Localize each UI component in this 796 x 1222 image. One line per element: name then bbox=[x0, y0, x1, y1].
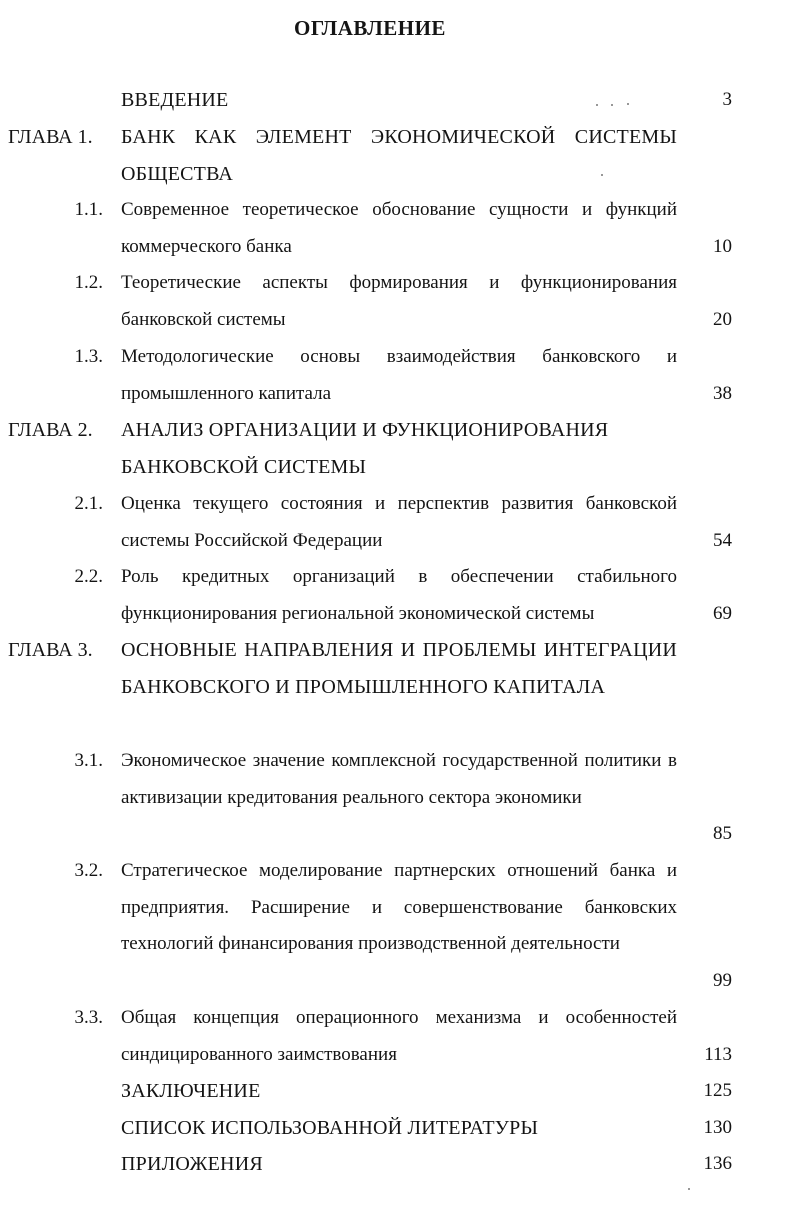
scan-speck bbox=[601, 174, 603, 176]
chapter-number: ГЛАВА 2. bbox=[8, 419, 93, 441]
scan-speck bbox=[688, 1188, 690, 1190]
chapter-title: ОСНОВНЫЕ НАПРАВЛЕНИЯ И ПРОБЛЕМЫ ИНТЕГРАЦИИ БАНКОВСКОГО И ПРОМЫШЛЕННОГО КАПИТАЛА bbox=[121, 639, 677, 698]
entry-page: 130 bbox=[703, 1117, 732, 1138]
section-page: 113 bbox=[704, 1043, 732, 1065]
section-number: 3.1. bbox=[74, 750, 103, 771]
section-page: 69 bbox=[713, 602, 732, 624]
section-page: 54 bbox=[713, 529, 732, 551]
section-number: 1.2. bbox=[74, 272, 103, 293]
entry-title: ЗАКЛЮЧЕНИЕ bbox=[121, 1080, 261, 1102]
section-title: Стратегическое моделирование партнерских отношений банка и предприятия. Расширение и совершенствование банковских технологий финансирования производственной деятельности bbox=[121, 860, 677, 955]
section-title: Оценка текущего состояния и перспектив развития банковской системы Российской Федерации bbox=[121, 493, 677, 551]
section-title: Методологические основы взаимодействия банковского и промышленного капитала bbox=[121, 346, 677, 404]
section-title: Общая концепция операционного механизма и особенностей синдицированного заимствования bbox=[121, 1007, 677, 1065]
section-number: 1.1. bbox=[74, 199, 103, 220]
page-title: ОГЛАВЛЕНИЕ bbox=[294, 16, 446, 40]
entry-page: 3 bbox=[722, 89, 732, 110]
section-number: 2.1. bbox=[74, 493, 103, 514]
entry-title: ПРИЛОЖЕНИЯ bbox=[121, 1153, 263, 1175]
section-number: 2.2. bbox=[74, 566, 103, 587]
scan-speck bbox=[627, 103, 629, 105]
chapter-number: ГЛАВА 1. bbox=[8, 126, 93, 148]
section-page: 20 bbox=[713, 308, 732, 330]
section-title: Роль кредитных организаций в обеспечении стабильного функционирования региональной экономической системы bbox=[121, 566, 677, 624]
section-number: 3.3. bbox=[74, 1007, 103, 1028]
chapter-number: ГЛАВА 3. bbox=[8, 639, 93, 661]
entry-page: 136 bbox=[703, 1153, 732, 1174]
scan-speck bbox=[596, 104, 598, 106]
section-page: 38 bbox=[713, 382, 732, 404]
section-title: Теоретические аспекты формирования и функционирования банковской системы bbox=[121, 272, 677, 330]
section-page: 85 bbox=[713, 823, 732, 845]
section-number: 1.3. bbox=[74, 346, 103, 367]
section-page: 99 bbox=[713, 970, 732, 992]
scan-speck bbox=[611, 104, 613, 106]
entry-title: ВВЕДЕНИЕ bbox=[121, 89, 229, 111]
chapter-title: АНАЛИЗ ОРГАНИЗАЦИИ И ФУНКЦИОНИРОВАНИЯ БАНКОВСКОЙ СИСТЕМЫ bbox=[121, 419, 609, 478]
section-title: Современное теоретическое обоснование сущности и функций коммерческого банка bbox=[121, 199, 677, 257]
section-page: 10 bbox=[713, 235, 732, 257]
entry-title: СПИСОК ИСПОЛЬЗОВАННОЙ ЛИТЕРАТУРЫ bbox=[121, 1117, 539, 1139]
chapter-title: БАНК КАК ЭЛЕМЕНТ ЭКОНОМИЧЕСКОЙ СИСТЕМЫ ОБЩЕСТВА bbox=[121, 126, 677, 185]
section-number: 3.2. bbox=[74, 860, 103, 881]
entry-page: 125 bbox=[703, 1080, 732, 1101]
section-title: Экономическое значение комплексной государственной политики в активизации кредитования реального сектора экономики bbox=[121, 750, 677, 808]
